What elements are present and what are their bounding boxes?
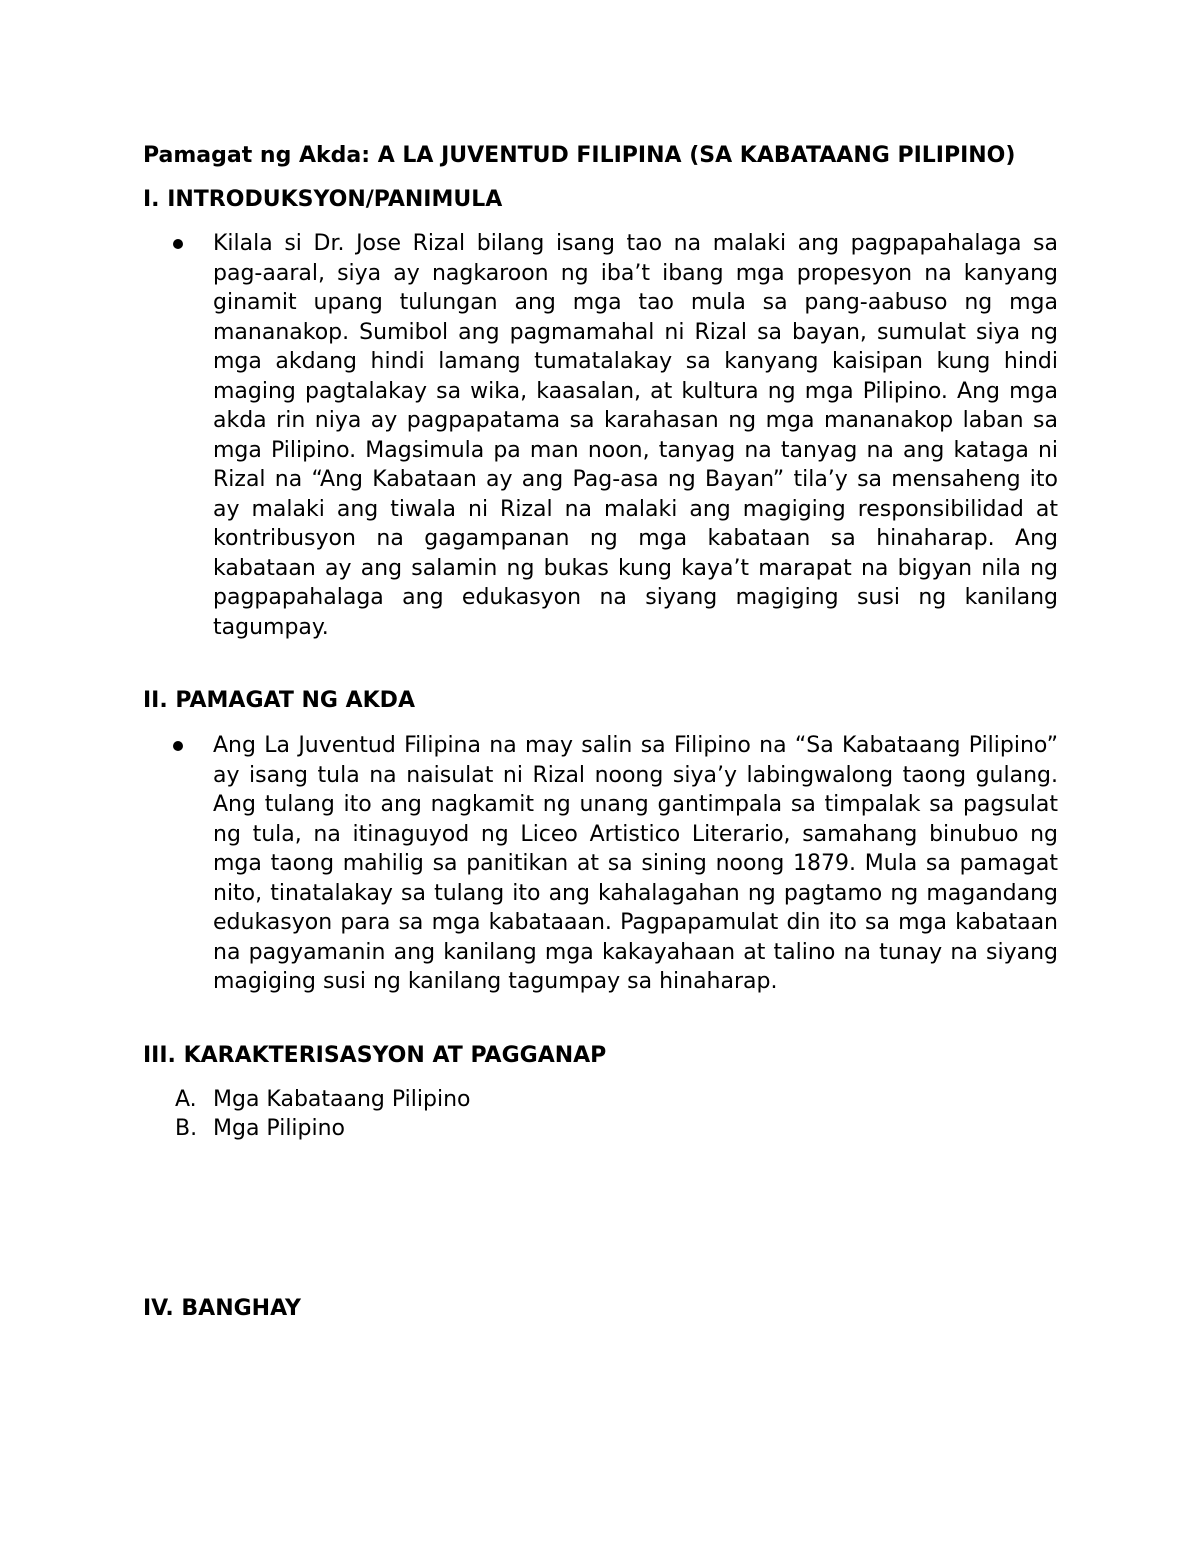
list-item: [143, 731, 1058, 997]
section-introduksyon-list: [143, 229, 1058, 642]
bullet-icon: [173, 239, 183, 249]
list-item: [143, 1085, 1058, 1115]
document-page: [143, 141, 1058, 1324]
list-item-text: Mga Pilipino: [213, 1116, 346, 1141]
list-item-text: Mga Kabataang Pilipino: [213, 1086, 471, 1112]
section-pamagat-list: [143, 731, 1058, 997]
list-item: [143, 1114, 1058, 1144]
section-introduksyon-text: Kilala si Dr. Jose Rizal bilang isang tao na malaki ang pagpapahalaga sa pag-aaral, siya ay nagkaroon ng iba’t ibang mga propesyon na kanyang ginamit upang tulungan ang mga tao mula sa pang-aabuso ng mga mananakop. Sumibol ang pagmamahal ni Rizal sa bayan, sumulat siya ng mga akdang hindi lamang tumatalakay sa kanyang kaisipan kung hindi maging pagtalakay sa wika, kaasalan, at kultura ng mga Pilipino. Ang mga akda rin niya ay pagpapatama sa karahasan ng mga mananakop laban sa mga Pilipino. Magsimula pa man noon, tanyag na tanyag na ang kataga ni Rizal na “Ang Kabataan ay ang Pag-asa ng Bayan” tila’y sa mensaheng ito ay malaki ang tiwala ni Rizal na malaki ang magiging responsibilidad at kontribusyon na gagampanan ng mga kabataan sa hinaharap. Ang kabataan ay ang salamin ng bukas kung kaya’t marapat na bigyan nila ng pagpapahalaga ang edukasyon na siyang magiging susi ng kanilang tagumpay.: [213, 231, 1058, 640]
section-heading-introduksyon: I. INTRODUKSYON/PANIMULA: [143, 187, 503, 212]
list-marker: B.: [175, 1116, 198, 1141]
list-item: [143, 229, 1058, 642]
section-heading-banghay: IV. BANGHAY: [143, 1295, 301, 1321]
list-marker: A.: [175, 1086, 197, 1112]
section-karakterisasyon-list: [143, 1085, 1058, 1144]
section-pamagat-text: Ang La Juventud Filipina na may salin sa Filipino na “Sa Kabataang Pilipino” ay isang tula na naisulat ni Rizal noong siya’y labingwalong taong gulang. Ang tulang ito ang nagkamit ng unang gantimpala sa timpalak sa pagsulat ng tula, na itinaguyod ng Liceo Artistico Literario, samahang binubuo ng mga taong mahilig sa panitikan at sa sining noong 1879. Mula sa pamagat nito, tinatalakay sa tulang ito ang kahalagahan ng pagtamo ng magandang edukasyon para sa mga kabataaan. Pagpapamulat din ito sa mga kabataan na pagyamanin ang kanilang mga kakayahaan at talino na tunay na siyang magiging susi ng kanilang tagumpay sa hinaharap.: [213, 733, 1058, 994]
document-title: Pamagat ng Akda: A LA JUVENTUD FILIPINA (SA KABATAANG PILIPINO): [143, 143, 1016, 168]
section-heading-karakterisasyon: III. KARAKTERISASYON AT PAGGANAP: [143, 1042, 607, 1068]
bullet-icon: [173, 741, 183, 751]
section-heading-pamagat: II. PAMAGAT NG AKDA: [143, 688, 415, 713]
